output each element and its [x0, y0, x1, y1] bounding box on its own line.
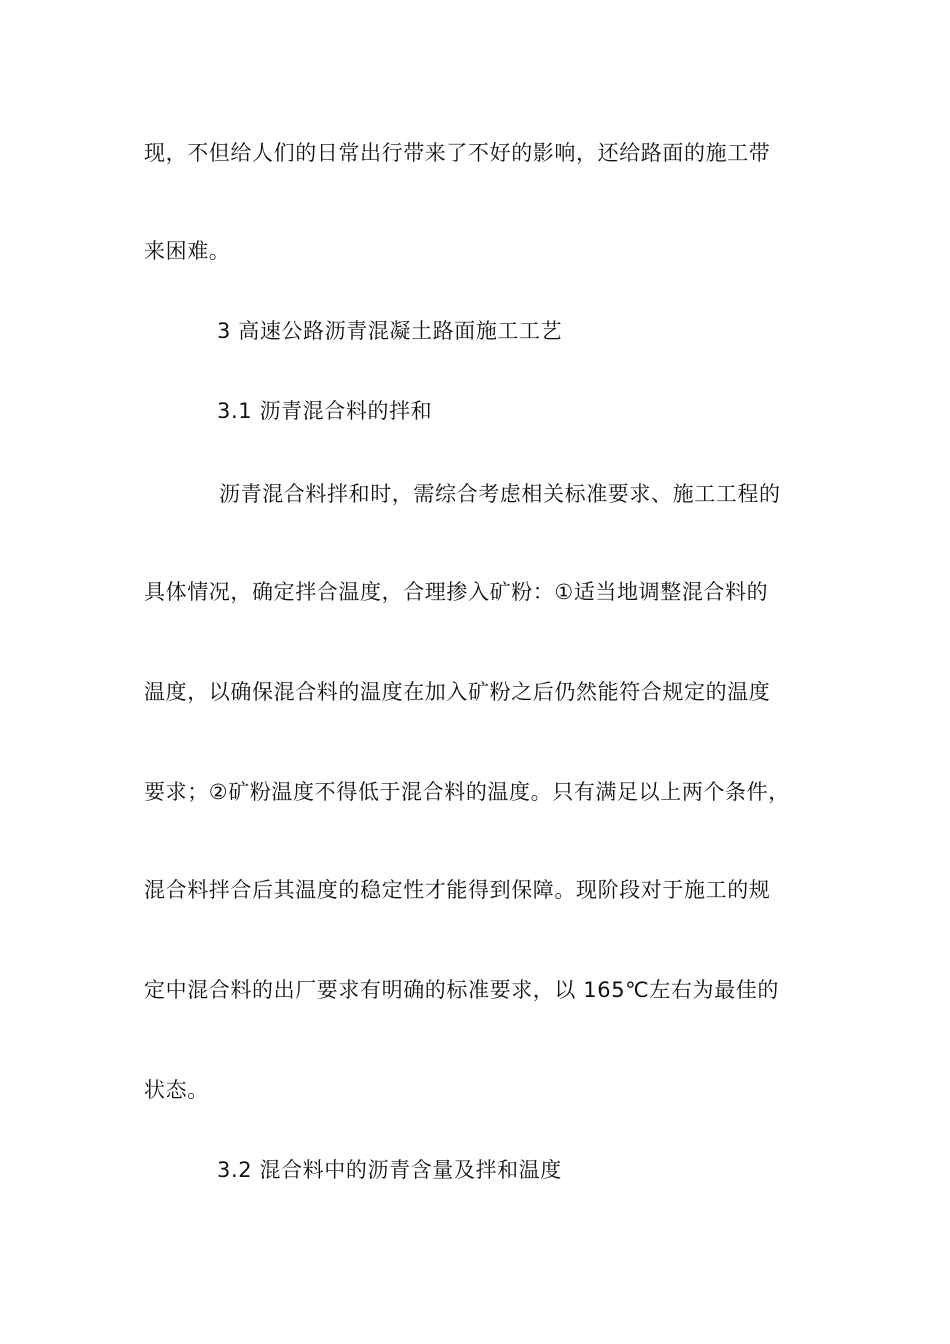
paragraph-line: 要求；②矿粉温度不得低于混合料的温度。只有满足以上两个条件， [144, 780, 790, 804]
paragraph-line: 混合料拌合后其温度的稳定性才能得到保障。现阶段对于施工的规 [144, 878, 771, 902]
section-heading: 3 高速公路沥青混凝土路面施工工艺 [217, 319, 563, 343]
paragraph-line: 来困难。 [144, 239, 231, 263]
paragraph-line: 现，不但给人们的日常出行带来了不好的影响，还给路面的施工带 [144, 141, 771, 165]
paragraph-line: 温度，以确保混合料的温度在加入矿粉之后仍然能符合规定的温度 [144, 680, 771, 704]
paragraph-line: 沥青混合料拌和时，需综合考虑相关标准要求、施工工程的 [219, 482, 781, 506]
paragraph-line: 状态。 [144, 1078, 209, 1102]
paragraph-line: 具体情况，确定拌合温度，合理掺入矿粉：①适当地调整混合料的 [144, 580, 769, 604]
subsection-heading: 3.1 沥青混合料的拌和 [217, 399, 433, 423]
subsection-heading: 3.2 混合料中的沥青含量及拌和温度 [217, 1158, 562, 1182]
paragraph-line: 定中混合料的出厂要求有明确的标准要求，以 165℃左右为最佳的 [144, 978, 779, 1002]
